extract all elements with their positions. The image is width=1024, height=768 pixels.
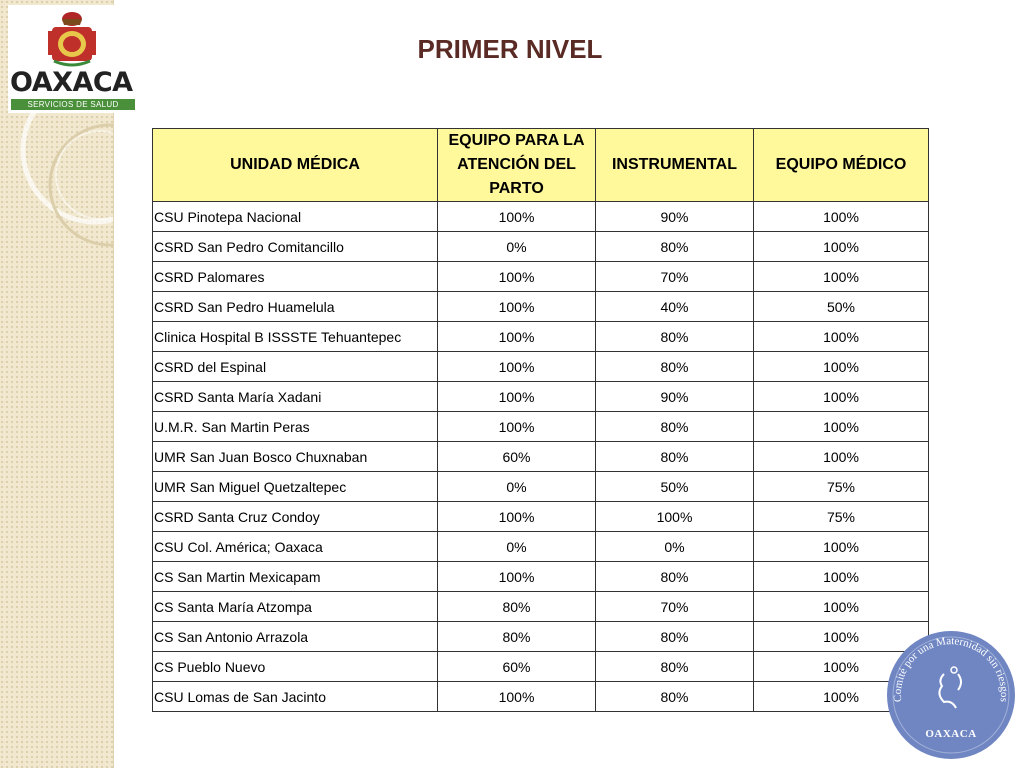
medical-equipment-cell: 100% [754,202,929,232]
instrumental-cell: 80% [596,412,754,442]
parto-equipment-cell: 0% [438,232,596,262]
instrumental-cell: 100% [596,502,754,532]
unit-name-cell: CSRD San Pedro Huamelula [153,292,438,322]
table-row [153,622,929,652]
medical-equipment-cell: 100% [754,532,929,562]
oaxaca-logo [8,5,138,113]
table-row [153,442,929,472]
table-row [153,532,929,562]
page-title: PRIMER NIVEL [417,34,603,64]
unit-name-cell: UMR San Miguel Quetzaltepec [153,472,438,502]
header-unidad-medica: UNIDAD MÉDICA [153,129,438,202]
table-row [153,472,929,502]
medical-equipment-cell: 100% [754,622,929,652]
parto-equipment-cell: 100% [438,352,596,382]
parto-equipment-cell: 100% [438,292,596,322]
medical-equipment-cell: 100% [754,232,929,262]
table-row [153,652,929,682]
medical-equipment-cell: 100% [754,652,929,682]
side-decoration-panel [0,0,114,768]
parto-equipment-cell: 80% [438,592,596,622]
unit-name-cell: CSU Col. América; Oaxaca [153,532,438,562]
parto-equipment-cell: 60% [438,442,596,472]
mother-silhouette-icon [886,630,1016,760]
table-body [153,202,929,712]
parto-equipment-cell: 80% [438,622,596,652]
medical-equipment-cell: 100% [754,682,929,712]
unit-name-cell: CSU Lomas de San Jacinto [153,682,438,712]
parto-equipment-cell: 60% [438,652,596,682]
parto-equipment-cell: 100% [438,682,596,712]
unit-name-cell: CSRD Santa María Xadani [153,382,438,412]
instrumental-cell: 80% [596,352,754,382]
unit-name-cell: CS San Antonio Arrazola [153,622,438,652]
header-equipo-parto: EQUIPO PARA LA ATENCIÓN DEL PARTO [438,129,596,202]
parto-equipment-cell: 100% [438,562,596,592]
instrumental-cell: 80% [596,652,754,682]
unit-name-cell: CSRD Palomares [153,262,438,292]
medical-equipment-cell: 100% [754,382,929,412]
parto-equipment-cell: 100% [438,502,596,532]
unit-name-cell: Clinica Hospital B ISSSTE Tehuantepec [153,322,438,352]
parto-equipment-cell: 100% [438,202,596,232]
table-row [153,352,929,382]
logo-subtitle: SERVICIOS DE SALUD [11,99,135,110]
table-row [153,502,929,532]
medical-equipment-cell: 75% [754,472,929,502]
table-row [153,562,929,592]
table-row [153,202,929,232]
instrumental-cell: 80% [596,682,754,712]
medical-equipment-cell: 75% [754,502,929,532]
table-header-row [153,129,929,202]
medical-equipment-cell: 100% [754,352,929,382]
table-row [153,292,929,322]
parto-equipment-cell: 100% [438,262,596,292]
medical-equipment-cell: 100% [754,412,929,442]
instrumental-cell: 80% [596,322,754,352]
parto-equipment-cell: 100% [438,382,596,412]
parto-equipment-cell: 0% [438,472,596,502]
medical-equipment-cell: 100% [754,562,929,592]
table-row [153,262,929,292]
instrumental-cell: 70% [596,262,754,292]
instrumental-cell: 90% [596,202,754,232]
table-row [153,232,929,262]
badge-ring-text: Comité por una Maternidad sin riesgos [891,635,1011,703]
unit-name-cell: CSRD Santa Cruz Condoy [153,502,438,532]
equipment-table [152,128,929,712]
medical-equipment-cell: 100% [754,592,929,622]
parto-equipment-cell: 100% [438,412,596,442]
table-row [153,682,929,712]
instrumental-cell: 80% [596,622,754,652]
maternidad-badge [886,630,1016,760]
medical-equipment-cell: 100% [754,262,929,292]
instrumental-cell: 80% [596,562,754,592]
table-row [153,382,929,412]
instrumental-cell: 50% [596,472,754,502]
unit-name-cell: CSU Pinotepa Nacional [153,202,438,232]
unit-name-cell: CS Santa María Atzompa [153,592,438,622]
logo-name: OAXACA [10,67,133,98]
table-row [153,322,929,352]
decorative-circles [0,0,114,768]
instrumental-cell: 80% [596,442,754,472]
medical-equipment-cell: 50% [754,292,929,322]
coat-of-arms-icon [44,9,100,69]
parto-equipment-cell: 0% [438,532,596,562]
instrumental-cell: 80% [596,232,754,262]
header-equipo-medico: EQUIPO MÉDICO [754,129,929,202]
table-row [153,412,929,442]
instrumental-cell: 40% [596,292,754,322]
unit-name-cell: CSRD del Espinal [153,352,438,382]
unit-name-cell: CSRD San Pedro Comitancillo [153,232,438,262]
table-row [153,592,929,622]
instrumental-cell: 70% [596,592,754,622]
unit-name-cell: U.M.R. San Martin Peras [153,412,438,442]
unit-name-cell: UMR San Juan Bosco Chuxnaban [153,442,438,472]
parto-equipment-cell: 100% [438,322,596,352]
instrumental-cell: 90% [596,382,754,412]
instrumental-cell: 0% [596,532,754,562]
unit-name-cell: CS Pueblo Nuevo [153,652,438,682]
badge-name: OAXACA [925,728,977,740]
unit-name-cell: CS San Martin Mexicapam [153,562,438,592]
header-instrumental: INSTRUMENTAL [596,129,754,202]
medical-equipment-cell: 100% [754,442,929,472]
medical-equipment-cell: 100% [754,322,929,352]
